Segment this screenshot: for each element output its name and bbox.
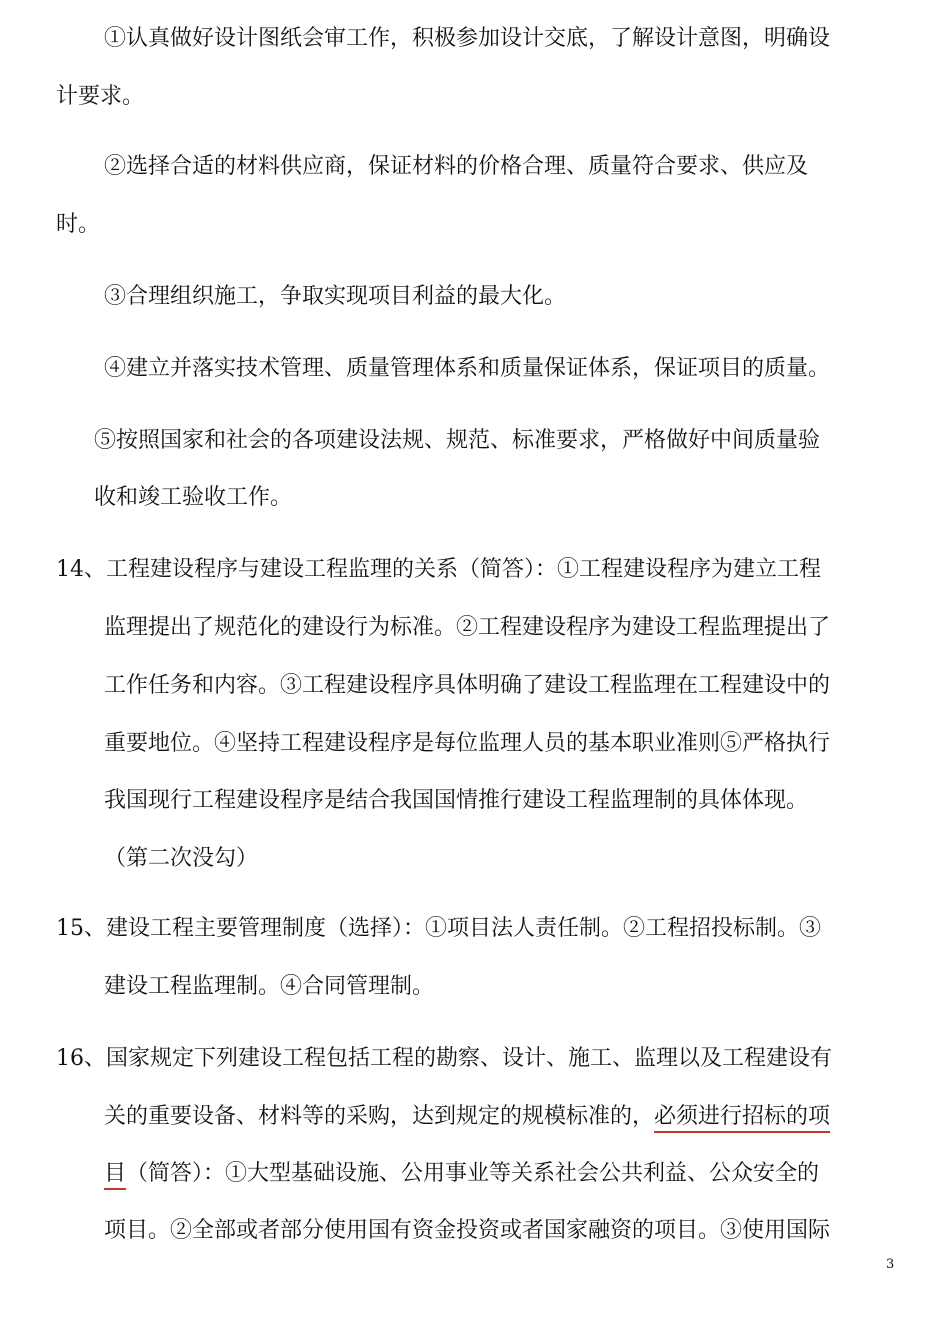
q16-line-1: 16、国家规定下列建设工程包括工程的勘察、设计、施工、监理以及工程建设有 xyxy=(56,1046,832,1071)
q16-line-2-text: 关的重要设备、材料等的采购，达到规定的规模标准的， xyxy=(104,1104,655,1129)
q14-line-3: 工作任务和内容。③工程建设程序具体明确了建设工程监理在工程建设中的 xyxy=(104,673,831,698)
q15-line-2: 建设工程监理制。④合同管理制。 xyxy=(104,974,435,999)
q14-line-2: 监理提出了规范化的建设行为标准。②工程建设程序为建设工程监理提出了 xyxy=(104,615,831,640)
item-1-line-2: 计要求。 xyxy=(56,84,145,109)
item-2-line-2: 时。 xyxy=(56,212,101,237)
page-number: 3 xyxy=(886,1257,895,1272)
item-1-line-1: ①认真做好设计图纸会审工作，积极参加设计交底，了解设计意图，明确设 xyxy=(104,26,831,51)
q14-line-1: 14、工程建设程序与建设工程监理的关系（简答）：①工程建设程序为建立工程 xyxy=(56,557,821,582)
item-2-line-1: ②选择合适的材料供应商，保证材料的价格合理、质量符合要求、供应及 xyxy=(104,154,809,179)
item-4: ④建立并落实技术管理、质量管理体系和质量保证体系，保证项目的质量。 xyxy=(104,356,831,381)
q14-note: （第二次没勾） xyxy=(104,846,259,871)
q15-line-1: 15、建设工程主要管理制度（选择）：①项目法人责任制。②工程招投标制。③ xyxy=(56,916,821,941)
item-5-line-2: 收和竣工验收工作。 xyxy=(94,485,293,510)
q16-underlined-char: 目 xyxy=(104,1161,127,1186)
q14-line-5: 我国现行工程建设程序是结合我国国情推行建设工程监理制的具体体现。 xyxy=(104,788,809,813)
item-5-line-1: ⑤按照国家和社会的各项建设法规、规范、标准要求，严格做好中间质量验 xyxy=(94,428,821,453)
q16-line-4: 项目。②全部或者部分使用国有资金投资或者国家融资的项目。③使用国际 xyxy=(104,1218,831,1243)
q16-line-3 xyxy=(104,1159,819,1189)
q14-line-4: 重要地位。④坚持工程建设程序是每位监理人员的基本职业准则⑤严格执行 xyxy=(104,731,831,756)
item-3: ③合理组织施工，争取实现项目利益的最大化。 xyxy=(104,284,567,309)
q16-underlined-phrase: 必须进行招标的项 xyxy=(654,1104,831,1129)
q16-line-2 xyxy=(104,1102,830,1132)
q16-line-3-text: （简答）：①大型基础设施、公用事业等关系社会公共利益、公众安全的 xyxy=(126,1161,820,1186)
